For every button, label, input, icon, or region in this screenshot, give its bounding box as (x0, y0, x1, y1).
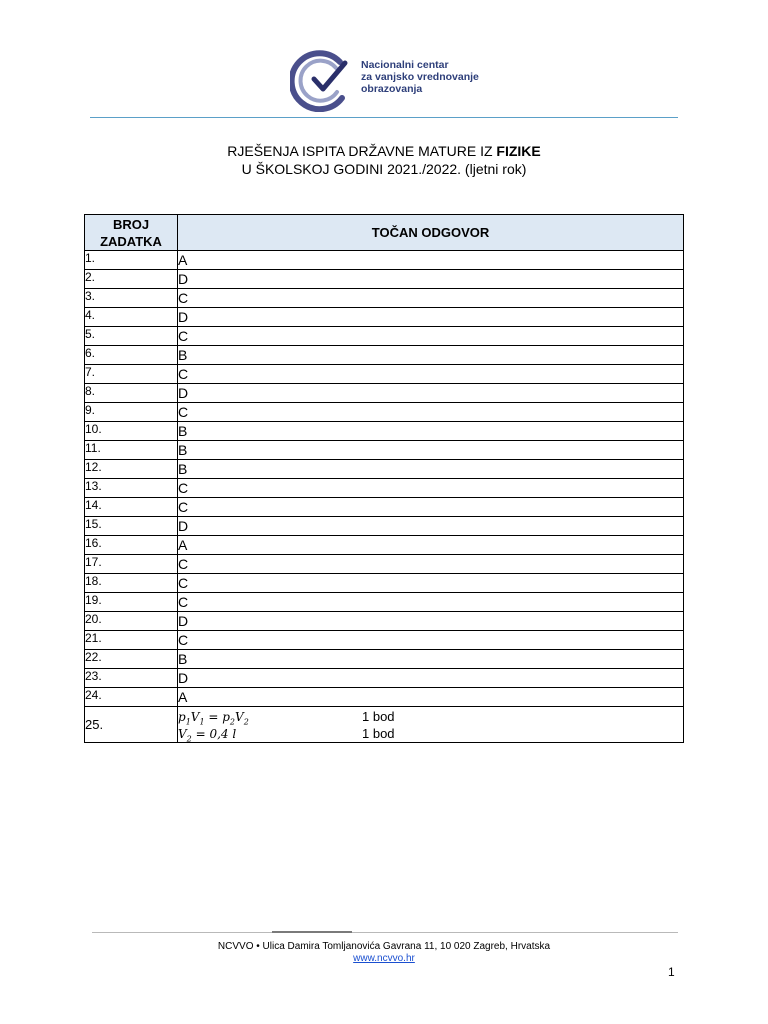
task-answer: D (178, 612, 684, 631)
footer-divider (92, 932, 678, 933)
task-number: 18. (85, 574, 178, 593)
task-answer: D (178, 669, 684, 688)
task-number: 13. (85, 479, 178, 498)
header-correct-answer: TOČAN ODGOVOR (178, 215, 684, 251)
task-number: 14. (85, 498, 178, 517)
task-number: 22. (85, 650, 178, 669)
title-line-1 (0, 142, 768, 160)
table-row (85, 270, 684, 289)
task-number: 10. (85, 422, 178, 441)
task-answer: D (178, 308, 684, 327)
ncvvo-logo (290, 48, 490, 112)
task-number: 24. (85, 688, 178, 707)
logo-line-1: Nacionalni centar (361, 59, 449, 71)
task-number: 20. (85, 612, 178, 631)
answer-25-line-1 (178, 708, 683, 725)
table-row (85, 650, 684, 669)
table-row (85, 327, 684, 346)
table-row (85, 688, 684, 707)
table-row (85, 555, 684, 574)
task-answer: B (178, 460, 684, 479)
table-row (85, 612, 684, 631)
title-prefix: RJEŠENJA ISPITA DRŽAVNE MATURE IZ (227, 143, 497, 159)
points-line-2: 1 bod (362, 726, 395, 741)
task-number: 7. (85, 365, 178, 384)
task-answer: A (178, 688, 684, 707)
answers-body (85, 251, 684, 707)
points-line-1: 1 bod (362, 709, 395, 724)
task-number: 25. (85, 707, 178, 743)
task-number: 1. (85, 251, 178, 270)
table-row (85, 593, 684, 612)
document-title (0, 142, 768, 178)
task-answer: C (178, 479, 684, 498)
table-row (85, 669, 684, 688)
table-header-row (85, 215, 684, 251)
table-row (85, 422, 684, 441)
task-answer: C (178, 498, 684, 517)
table-row (85, 308, 684, 327)
table-row-25 (85, 707, 684, 743)
header-divider (90, 117, 678, 118)
title-line-2: U ŠKOLSKOJ GODINI 2021./2022. (ljetni rok) (241, 161, 527, 177)
logo-line-3: obrazovanja (361, 83, 423, 95)
task-number: 3. (85, 289, 178, 308)
task-answer: C (178, 631, 684, 650)
answers-table (84, 214, 684, 743)
task-number: 19. (85, 593, 178, 612)
footer (0, 941, 768, 965)
table-row (85, 365, 684, 384)
table-row (85, 517, 684, 536)
task-answer: D (178, 270, 684, 289)
task-answer: C (178, 574, 684, 593)
task-number: 16. (85, 536, 178, 555)
task-answer: D (178, 384, 684, 403)
task-number: 11. (85, 441, 178, 460)
header-task-number: BROJ ZADATKA (85, 215, 178, 251)
task-answer: C (178, 289, 684, 308)
task-answer: A (178, 251, 684, 270)
table-row (85, 536, 684, 555)
footer-divider-accent (272, 931, 352, 933)
table-row (85, 574, 684, 593)
table-row (85, 346, 684, 365)
task-number: 12. (85, 460, 178, 479)
task-answer: B (178, 346, 684, 365)
task-answer-25 (178, 707, 684, 743)
task-number: 5. (85, 327, 178, 346)
page-number: 1 (668, 965, 675, 979)
formula-volume: $V_2 = 0,4$ l (178, 727, 237, 744)
task-answer: C (178, 327, 684, 346)
task-number: 9. (85, 403, 178, 422)
task-number: 6. (85, 346, 178, 365)
table-row (85, 460, 684, 479)
task-answer: C (178, 593, 684, 612)
task-answer: B (178, 422, 684, 441)
logo-line-2: za vanjsko vrednovanje (361, 71, 479, 83)
table-row (85, 289, 684, 308)
footer-address: NCVVO • Ulica Damira Tomljanovića Gavrana 11, 10 020 Zagreb, Hrvatska (217, 941, 551, 952)
table-row (85, 384, 684, 403)
ncvvo-check-logo-icon (290, 48, 360, 112)
task-answer: A (178, 536, 684, 555)
task-answer: B (178, 441, 684, 460)
logo-text (361, 59, 479, 95)
table-row (85, 498, 684, 517)
task-number: 21. (85, 631, 178, 650)
task-answer: C (178, 403, 684, 422)
task-number: 15. (85, 517, 178, 536)
title-subject: FIZIKE (496, 143, 541, 159)
table-row (85, 441, 684, 460)
task-answer: C (178, 555, 684, 574)
table-row (85, 403, 684, 422)
table-row (85, 631, 684, 650)
task-number: 2. (85, 270, 178, 289)
answer-25-content (178, 708, 683, 742)
task-answer: D (178, 517, 684, 536)
task-number: 8. (85, 384, 178, 403)
task-number: 17. (85, 555, 178, 574)
task-number: 4. (85, 308, 178, 327)
task-number: 23. (85, 669, 178, 688)
footer-website-link[interactable]: www.ncvvo.hr (353, 953, 415, 964)
task-answer: C (178, 365, 684, 384)
table-row (85, 479, 684, 498)
task-answer: B (178, 650, 684, 669)
answer-25-line-2 (178, 725, 683, 742)
table-row (85, 251, 684, 270)
formula-boyle: $p_1V_1 = p_2V_2$ (178, 710, 249, 727)
